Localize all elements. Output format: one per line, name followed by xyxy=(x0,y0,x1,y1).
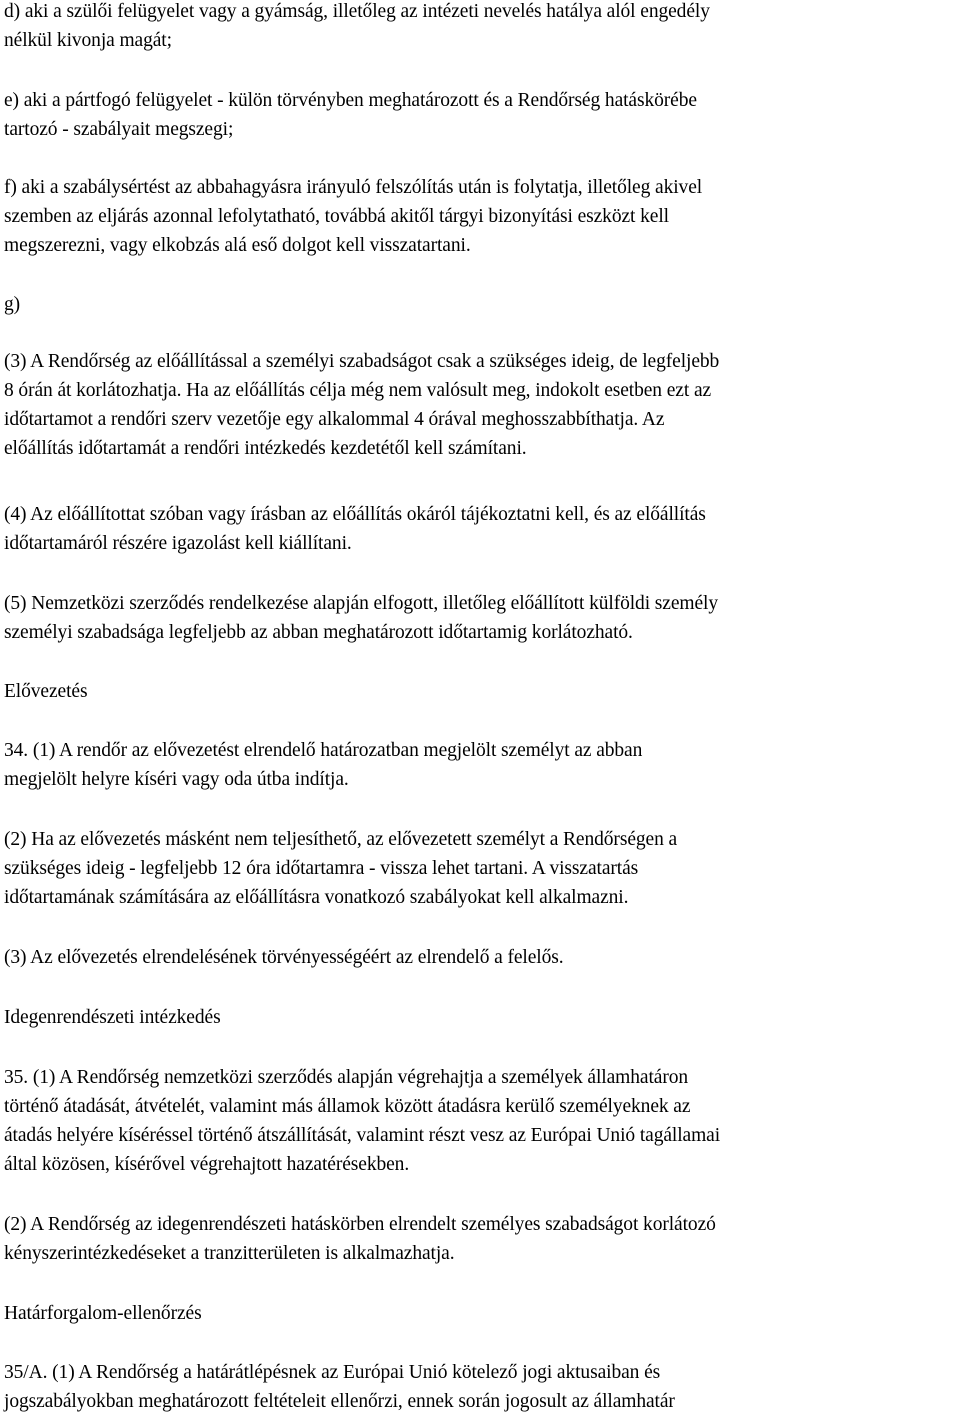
text-line: d) aki a szülői felügyelet vagy a gyámság, illetőleg az intézeti nevelés hatálya alól engedély xyxy=(4,1,710,22)
text-line: 35. (1) A Rendőrség nemzetközi szerződés alapján végrehajtja a személyek államhatáron xyxy=(4,1067,689,1088)
text-line: tartozó - szabályait megszegi; xyxy=(4,119,234,140)
paragraph-3 xyxy=(4,347,960,463)
text-line: történő átadását, átvételét, valamint más államok között átadásra kerülő személyeknek az xyxy=(4,1096,691,1117)
paragraph-35-1 xyxy=(4,1063,960,1179)
text-line: által közösen, kísérővel végrehajtott hazatérésekben. xyxy=(4,1154,410,1175)
text-line: szükséges ideig - legfeljebb 12 óra időtartamra - vissza lehet tartani. A visszatartás xyxy=(4,858,639,879)
paragraph-d xyxy=(4,0,960,55)
text-line: (3) A Rendőrség az előállítással a személyi szabadságot csak a szükséges ideig, de legfeljebb xyxy=(4,351,720,372)
text-line: (3) Az elővezetés elrendelésének törvényességéért az elrendelő a felelős. xyxy=(4,947,564,968)
paragraph-35a-1 xyxy=(4,1358,960,1416)
text-line: g) xyxy=(4,294,21,315)
text-line: időtartamának számítására az előállításra vonatkozó szabályokat kell alkalmazni. xyxy=(4,887,629,908)
text-line: előállítás időtartamát a rendőri intézkedés kezdetétől kell számítani. xyxy=(4,438,527,459)
text-line: 8 órán át korlátozhatja. Ha az előállítás célja még nem valósult meg, indokolt esetben ezt az xyxy=(4,380,712,401)
text-line: megjelölt helyre kíséri vagy oda útba indítja. xyxy=(4,769,349,790)
section-heading-elovezetes xyxy=(4,677,960,706)
paragraph-e xyxy=(4,86,960,144)
paragraph-35-2 xyxy=(4,1210,960,1268)
text-line: időtartamáról részére igazolást kell kiállítani. xyxy=(4,533,352,554)
paragraph-f xyxy=(4,173,960,260)
text-line: kényszerintézkedéseket a tranzitterületen is alkalmazhatja. xyxy=(4,1243,455,1264)
text-line: (4) Az előállítottat szóban vagy írásban az előállítás okáról tájékoztatni kell, és az előállítás xyxy=(4,504,706,525)
paragraph-g xyxy=(4,290,960,319)
text-line: Idegenrendészeti intézkedés xyxy=(4,1007,221,1028)
text-line: (2) Ha az elővezetés másként nem teljesíthető, az elővezetett személyt a Rendőrségen a xyxy=(4,829,678,850)
text-line: személyi szabadsága legfeljebb az abban meghatározott időtartamig korlátozható. xyxy=(4,622,633,643)
text-line: szemben az eljárás azonnal lefolytatható, továbbá akitől tárgyi bizonyítási eszközt kell xyxy=(4,206,669,227)
section-heading-idegenrendeszeti xyxy=(4,1003,960,1032)
text-line: (5) Nemzetközi szerződés rendelkezése alapján elfogott, illetőleg előállított külföldi személy xyxy=(4,593,718,614)
text-line: jogszabályokban meghatározott feltételeit ellenőrzi, ennek során jogosult az államhatár xyxy=(4,1391,675,1412)
text-line: (2) A Rendőrség az idegenrendészeti hatáskörben elrendelt személyes szabadságot korlátozó xyxy=(4,1214,716,1235)
text-line: 34. (1) A rendőr az elővezetést elrendelő határozatban megjelölt személyt az abban xyxy=(4,740,643,761)
text-line: átadás helyére kíséréssel történő átszállítását, valamint részt vesz az Európai Unió tagállamai xyxy=(4,1125,721,1146)
paragraph-5 xyxy=(4,589,960,647)
paragraph-34-1 xyxy=(4,736,960,794)
paragraph-34-2 xyxy=(4,825,960,912)
text-line: időtartamot a rendőri szerv vezetője egy alkalommal 4 órával meghosszabbíthatja. Az xyxy=(4,409,665,430)
text-line: 35/A. (1) A Rendőrség a határátlépésnek az Európai Unió kötelező jogi aktusaiban és xyxy=(4,1362,661,1383)
text-line: megszerezni, vagy elkobzás alá eső dolgot kell visszatartani. xyxy=(4,235,471,256)
paragraph-4 xyxy=(4,500,960,558)
text-line: f) aki a szabálysértést az abbahagyásra irányuló felszólítás után is folytatja, illetőleg akivel xyxy=(4,177,703,198)
text-line: nélkül kivonja magát; xyxy=(4,30,172,51)
section-heading-hatarforgalom xyxy=(4,1299,960,1328)
text-line: Elővezetés xyxy=(4,681,88,702)
paragraph-34-3 xyxy=(4,943,960,972)
text-line: e) aki a pártfogó felügyelet - külön törvényben meghatározott és a Rendőrség hatáskörébe xyxy=(4,90,697,111)
text-line: Határforgalom-ellenőrzés xyxy=(4,1303,202,1324)
